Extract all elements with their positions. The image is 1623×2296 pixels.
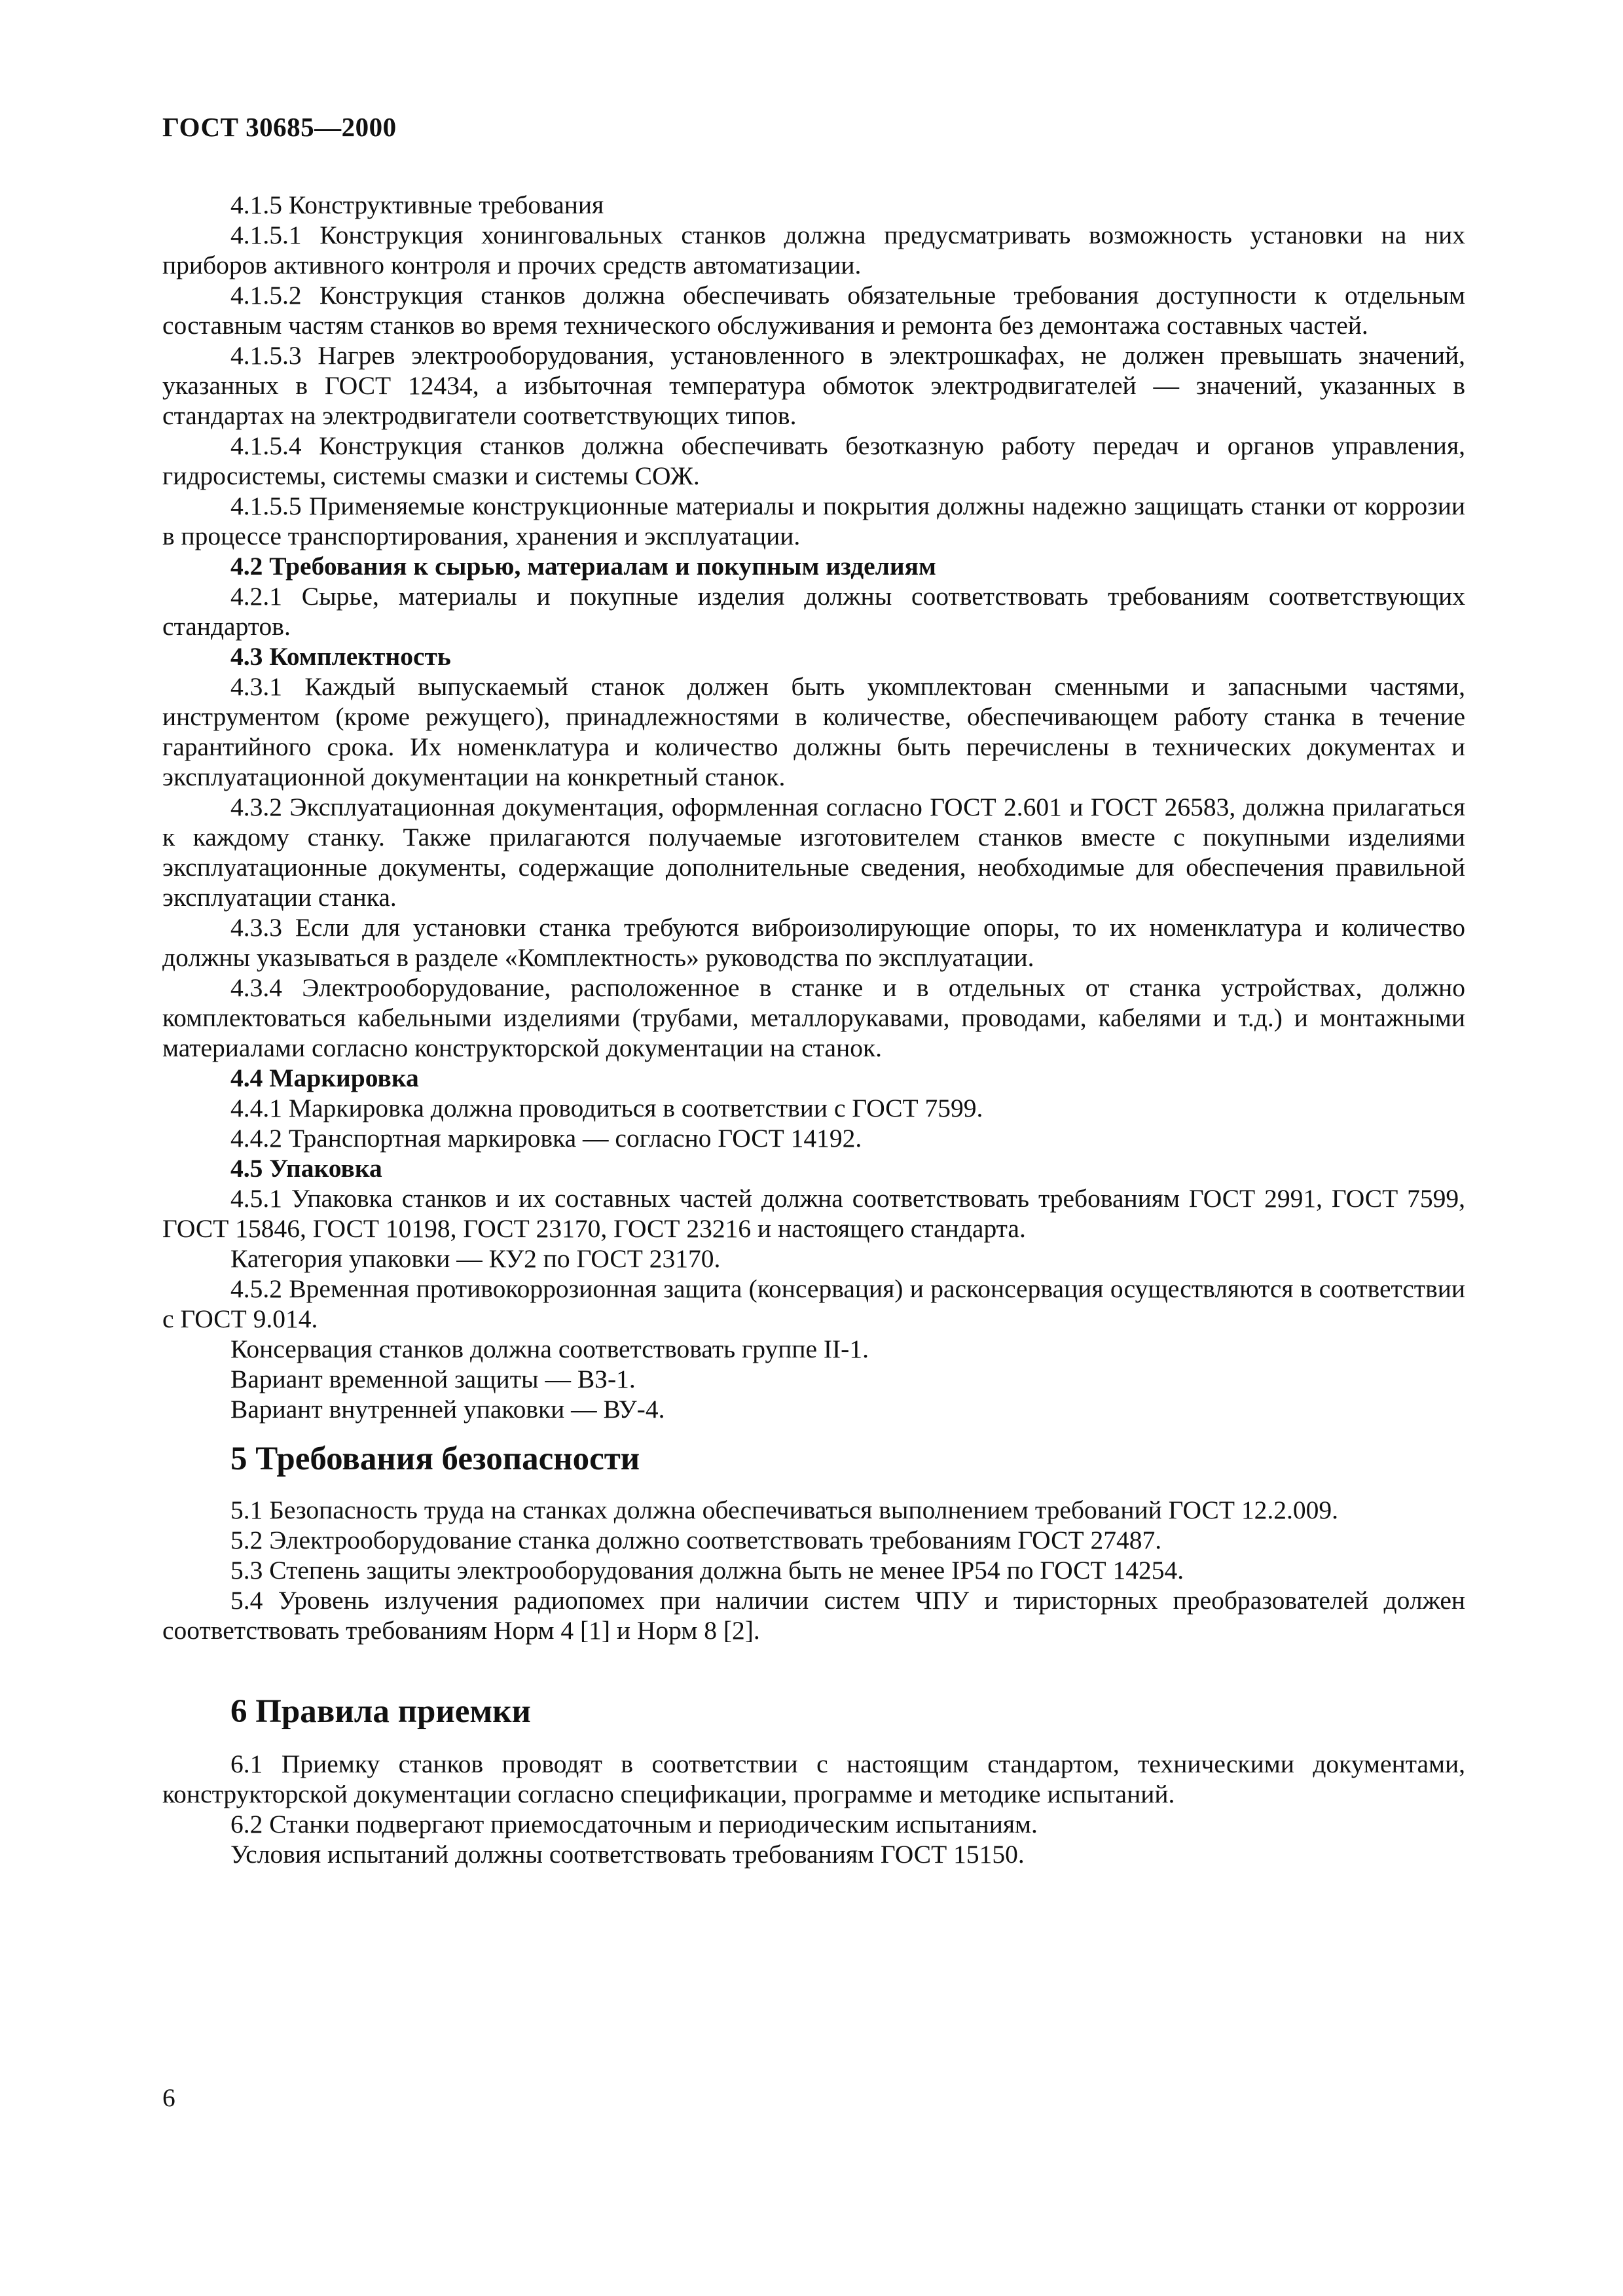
paragraph: 4.1.5.5 Применяемые конструкционные материалы и покрытия должны надежно защищать станки от коррозии в процессе транспортирования, хранения и эксплуатации.	[162, 492, 1465, 550]
paragraph: Вариант временной защиты — ВЗ-1.	[230, 1365, 636, 1393]
paragraph: 6.1 Приемку станков проводят в соответствии с настоящим стандартом, техническими документами, конструкторской документации согласно спецификации, программе и методике испытаний.	[162, 1749, 1465, 1808]
paragraph: 4.1.5.2 Конструкция станков должна обеспечивать обязательные требования доступности к отдельным составным частям станков во время технического обслуживания и ремонта без демонтажа составных частей.	[162, 281, 1465, 340]
paragraph: 4.4.1 Маркировка должна проводиться в соответствии с ГОСТ 7599.	[230, 1094, 983, 1122]
paragraph: 4.4.2 Транспортная маркировка — согласно ГОСТ 14192.	[230, 1124, 862, 1153]
document-header: ГОСТ 30685—2000	[162, 112, 397, 142]
section-heading: 5 Требования безопасности	[230, 1441, 640, 1477]
page-number: 6	[162, 2083, 175, 2112]
paragraph: 4.1.5 Конструктивные требования	[230, 190, 604, 219]
paragraph: 4.1.5.3 Нагрев электрооборудования, установленного в электрошкафах, не должен превышать значений, указанных в ГОСТ 12434, а избыточная температура обмоток электродвигателей — значений, указанных в стандартах на электродвигатели соответствующих типов.	[162, 341, 1465, 430]
document-page	[162, 111, 1465, 1869]
paragraph: 6.2 Станки подвергают приемосдаточным и периодическим испытаниям.	[230, 1810, 1038, 1839]
paragraph: 5.1 Безопасность труда на станках должна обеспечиваться выполнением требований ГОСТ 12.2.009.	[230, 1496, 1339, 1524]
paragraph: 4.1.5.4 Конструкция станков должна обеспечивать безотказную работу передач и органов управления, гидросистемы, системы смазки и системы СОЖ.	[162, 431, 1465, 490]
paragraph: 5.2 Электрооборудование станка должно соответствовать требованиям ГОСТ 27487.	[230, 1526, 1162, 1554]
paragraph: 4.3.2 Эксплуатационная документация, оформленная согласно ГОСТ 2.601 и ГОСТ 26583, должна прилагаться к каждому станку. Также прилагаются получаемые изготовителем станков вместе с покупными изделиями эксплуатационные документы, содержащие дополнительные сведения, необходимые для обеспечения правильной эксплуатации станка.	[162, 793, 1465, 912]
paragraph: 5.4 Уровень излучения радиопомех при наличии систем ЧПУ и тиристорных преобразователей должен соответствовать требованиям Норм 4 [1] и Норм 8 [2].	[162, 1586, 1465, 1645]
paragraph: 4.2.1 Сырье, материалы и покупные изделия должны соответствовать требованиям соответствующих стандартов.	[162, 582, 1465, 641]
paragraph: Условия испытаний должны соответствовать требованиям ГОСТ 15150.	[230, 1840, 1025, 1869]
paragraph: 4.5.2 Временная противокоррозионная защита (консервация) и расконсервация осуществляются в соответствии с ГОСТ 9.014.	[162, 1274, 1465, 1333]
paragraph: Категория упаковки — КУ2 по ГОСТ 23170.	[230, 1244, 721, 1273]
paragraph: 4.3.4 Электрооборудование, расположенное в станке и в отдельных от станка устройствах, должно комплектоваться кабельными изделиями (трубами, металлорукавами, проводами, кабелями и т.д.) и монтажными материалами согласно конструкторской документации на станок.	[162, 973, 1465, 1062]
paragraph: 5.3 Степень защиты электрооборудования должна быть не менее IP54 по ГОСТ 14254.	[230, 1556, 1184, 1585]
subsection-heading: 4.2 Требования к сырью, материалам и покупным изделиям	[230, 552, 936, 581]
subsection-heading: 4.5 Упаковка	[230, 1154, 382, 1183]
paragraph: Вариант внутренней упаковки — ВУ-4.	[230, 1395, 665, 1424]
subsection-heading: 4.4 Маркировка	[230, 1064, 419, 1092]
paragraph: Консервация станков должна соответствовать группе II-1.	[230, 1335, 869, 1363]
paragraph: 4.3.3 Если для установки станка требуются виброизолирующие опоры, то их номенклатура и количество должны указываться в разделе «Комплектность» руководства по эксплуатации.	[162, 913, 1465, 972]
subsection-heading: 4.3 Комплектность	[230, 642, 451, 671]
section-heading: 6 Правила приемки	[230, 1693, 531, 1730]
paragraph: 4.5.1 Упаковка станков и их составных частей должна соответствовать требованиям ГОСТ 2991, ГОСТ 7599, ГОСТ 15846, ГОСТ 10198, ГОСТ 23170, ГОСТ 23216 и настоящего стандарта.	[162, 1184, 1465, 1243]
document-body	[162, 190, 1465, 1869]
paragraph: 4.3.1 Каждый выпускаемый станок должен быть укомплектован сменными и запасными частями, инструментом (кроме режущего), принадлежностями в количестве, обеспечивающем работу станка в течение гарантийного срока. Их номенклатура и количество должны быть перечислены в технических документах и эксплуатационной документации на конкретный станок.	[162, 672, 1465, 791]
paragraph: 4.1.5.1 Конструкция хонинговальных станков должна предусматривать возможность установки на них приборов активного контроля и прочих средств автоматизации.	[162, 221, 1465, 279]
